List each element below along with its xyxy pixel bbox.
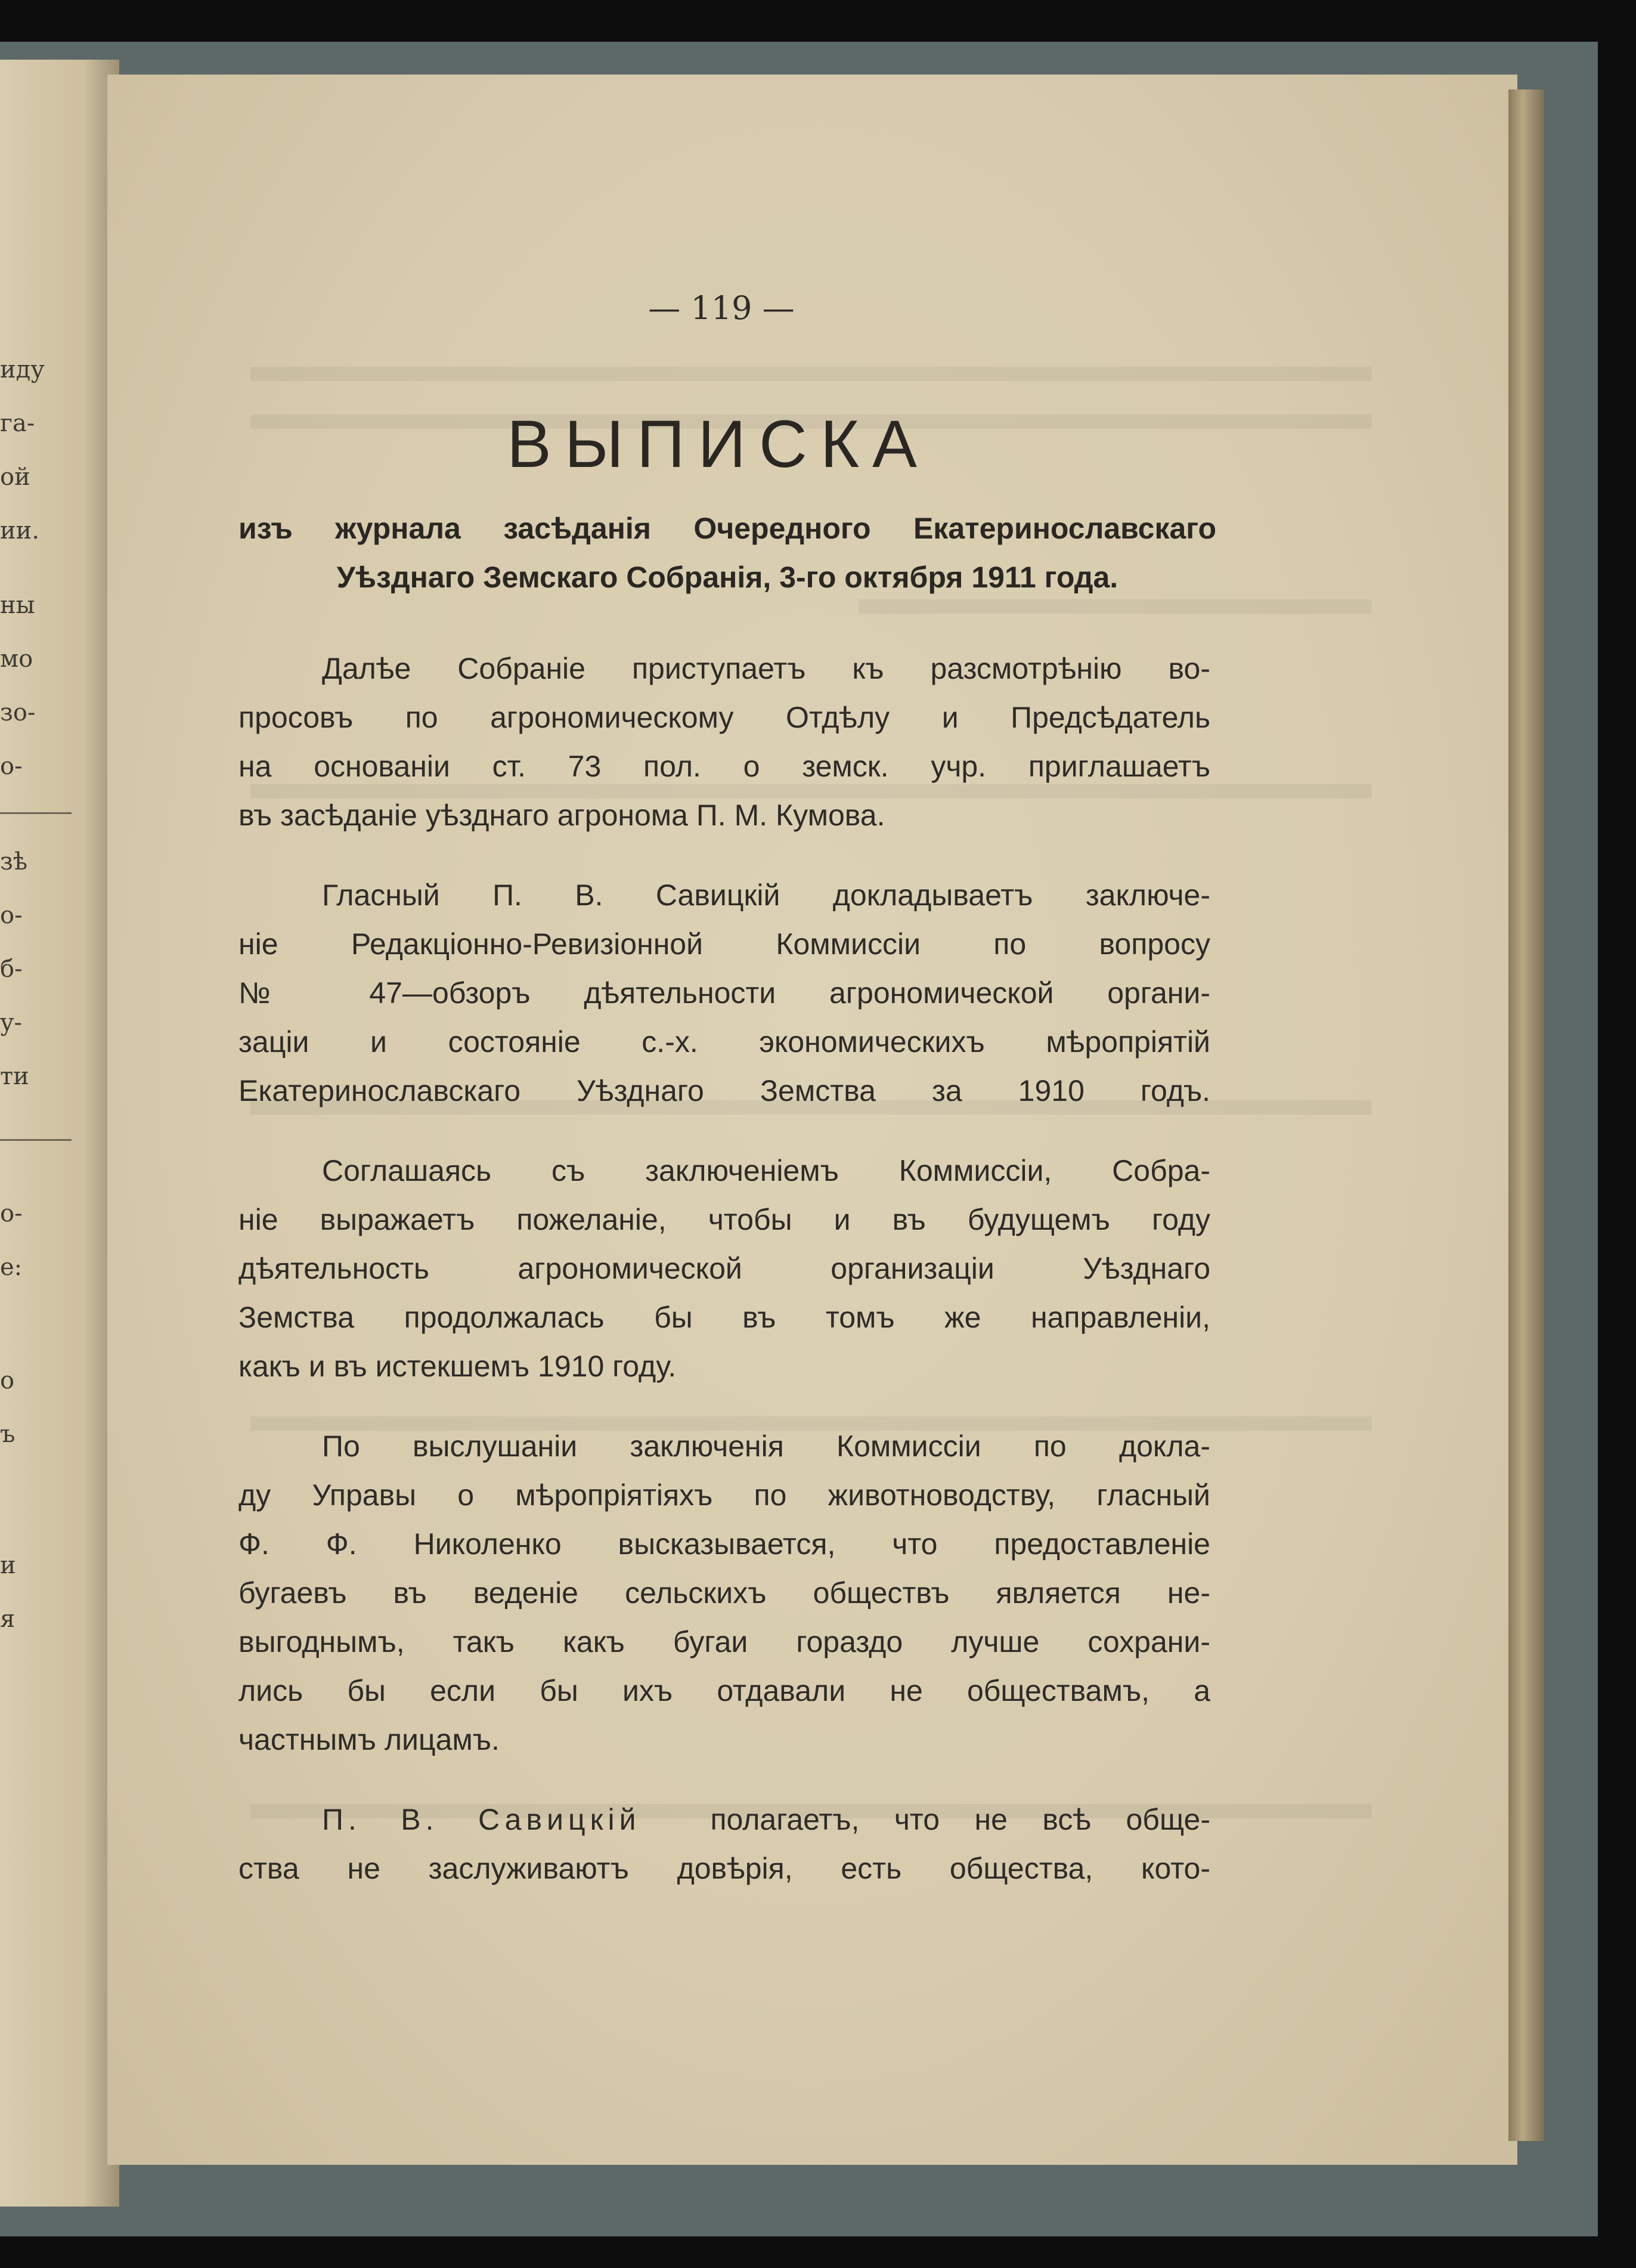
left-page-fragment: о- — [0, 1200, 23, 1227]
left-page-fragment: ъ — [0, 1421, 16, 1448]
text-line: бугаевъ въ веденіе сельскихъ обществъ является не- — [238, 1576, 1210, 1610]
text-line: ніе Редакціонно-Ревизіонной Коммиссіи по вопросу — [238, 927, 1210, 961]
left-page-fragment: и — [0, 1552, 16, 1579]
text-line: ства не заслуживаютъ довѣрія, есть общества, кото- — [238, 1852, 1210, 1885]
document-body — [238, 644, 1210, 1924]
text-line: Земства продолжалась бы въ томъ же направленіи, — [238, 1301, 1210, 1334]
text-line: Соглашаясь съ заключеніемъ Коммиссіи, Собра- — [322, 1154, 1210, 1187]
text-line — [238, 1795, 1210, 1844]
left-page-fragment: у- — [0, 1009, 23, 1036]
text-line: № 47—обзоръ дѣятельности агрономической органи- — [238, 976, 1210, 1010]
subtitle-line: Уѣзднаго Земскаго Собранія, 3-го октября 1911 года. — [336, 561, 1118, 594]
text-line: на основаніи ст. 73 пол. о земск. учр. приглашаетъ — [238, 750, 1210, 783]
text-line: въ засѣданіе уѣзднаго агронома П. М. Кумова. — [238, 799, 885, 832]
text-line: Ф. Ф. Николенко высказывается, что предоставленіе — [238, 1527, 1210, 1561]
paragraph — [238, 871, 1210, 1115]
page-edge — [1508, 89, 1544, 2141]
text-line: Далѣе Собраніе приступаетъ къ разсмотрѣнію во- — [322, 652, 1210, 685]
text-line: Екатеринославскаго Уѣзднаго Земства за 1910 годъ. — [238, 1074, 1210, 1107]
text-line: выгоднымъ, такъ какъ бугаи гораздо лучше сохрани- — [238, 1625, 1210, 1659]
left-page-edge — [0, 60, 119, 2207]
paragraph — [238, 644, 1210, 840]
bleed-through-line — [250, 367, 1371, 381]
paragraph — [238, 1795, 1210, 1893]
text-line: дѣятельность агрономической организаціи Уѣзднаго — [238, 1252, 1210, 1285]
text-line: какъ и въ истекшемъ 1910 году. — [238, 1350, 677, 1383]
left-page-fragment: иду — [0, 356, 45, 383]
text-line: частнымъ лицамъ. — [238, 1723, 500, 1756]
text-line: просовъ по агрономическому Отдѣлу и Предсѣдатель — [238, 701, 1210, 734]
text-fragment: полагаетъ, что не всѣ обще- — [710, 1803, 1210, 1836]
left-page-fragment: зѣ — [0, 848, 27, 875]
left-page-fragment: ти — [0, 1063, 29, 1090]
page-number: — 119 — — [648, 289, 795, 327]
left-page-fragment: о- — [0, 902, 23, 929]
left-page-fragment: е: — [0, 1254, 23, 1281]
left-page-fragment: ии. — [0, 517, 40, 544]
left-page-fragment: мо — [0, 645, 33, 673]
left-page-fragment: зо- — [0, 699, 36, 726]
left-page-fragment: о- — [0, 753, 23, 780]
speaker-name: П. В. Савицкій — [322, 1803, 641, 1836]
subtitle-line: изъ журнала засѣданія Очередного Екатеринославскаго — [238, 512, 1216, 545]
text-line: ду Управы о мѣропріятіяхъ по животноводству, гласный — [238, 1478, 1210, 1512]
left-page-fragment: я — [0, 1605, 16, 1633]
left-page-fragment: о — [0, 1367, 15, 1394]
paragraph — [238, 1146, 1210, 1391]
text-line: ніе выражаетъ пожеланіе, чтобы и въ будущемъ году — [238, 1203, 1210, 1236]
document-subtitle — [238, 504, 1216, 602]
text-line: Гласный П. В. Савицкій докладываетъ заключе- — [322, 878, 1210, 912]
left-page-fragment: ой — [0, 463, 30, 491]
paragraph — [238, 1422, 1210, 1764]
left-page-fragment: га- — [0, 410, 35, 437]
text-line: заціи и состояніе с.-х. экономическихъ мѣропріятій — [238, 1025, 1210, 1059]
text-line: лись бы если бы ихъ отдавали не обществамъ, а — [238, 1674, 1210, 1707]
left-page-fragment: ны — [0, 592, 35, 619]
text-line: По выслушаніи заключенія Коммиссіи по доклa- — [322, 1430, 1210, 1463]
left-page-fragment: б- — [0, 955, 23, 983]
left-page-rule — [0, 1139, 72, 1141]
left-page-rule — [0, 812, 72, 814]
document-title: ВЫПИСКА — [507, 407, 930, 481]
